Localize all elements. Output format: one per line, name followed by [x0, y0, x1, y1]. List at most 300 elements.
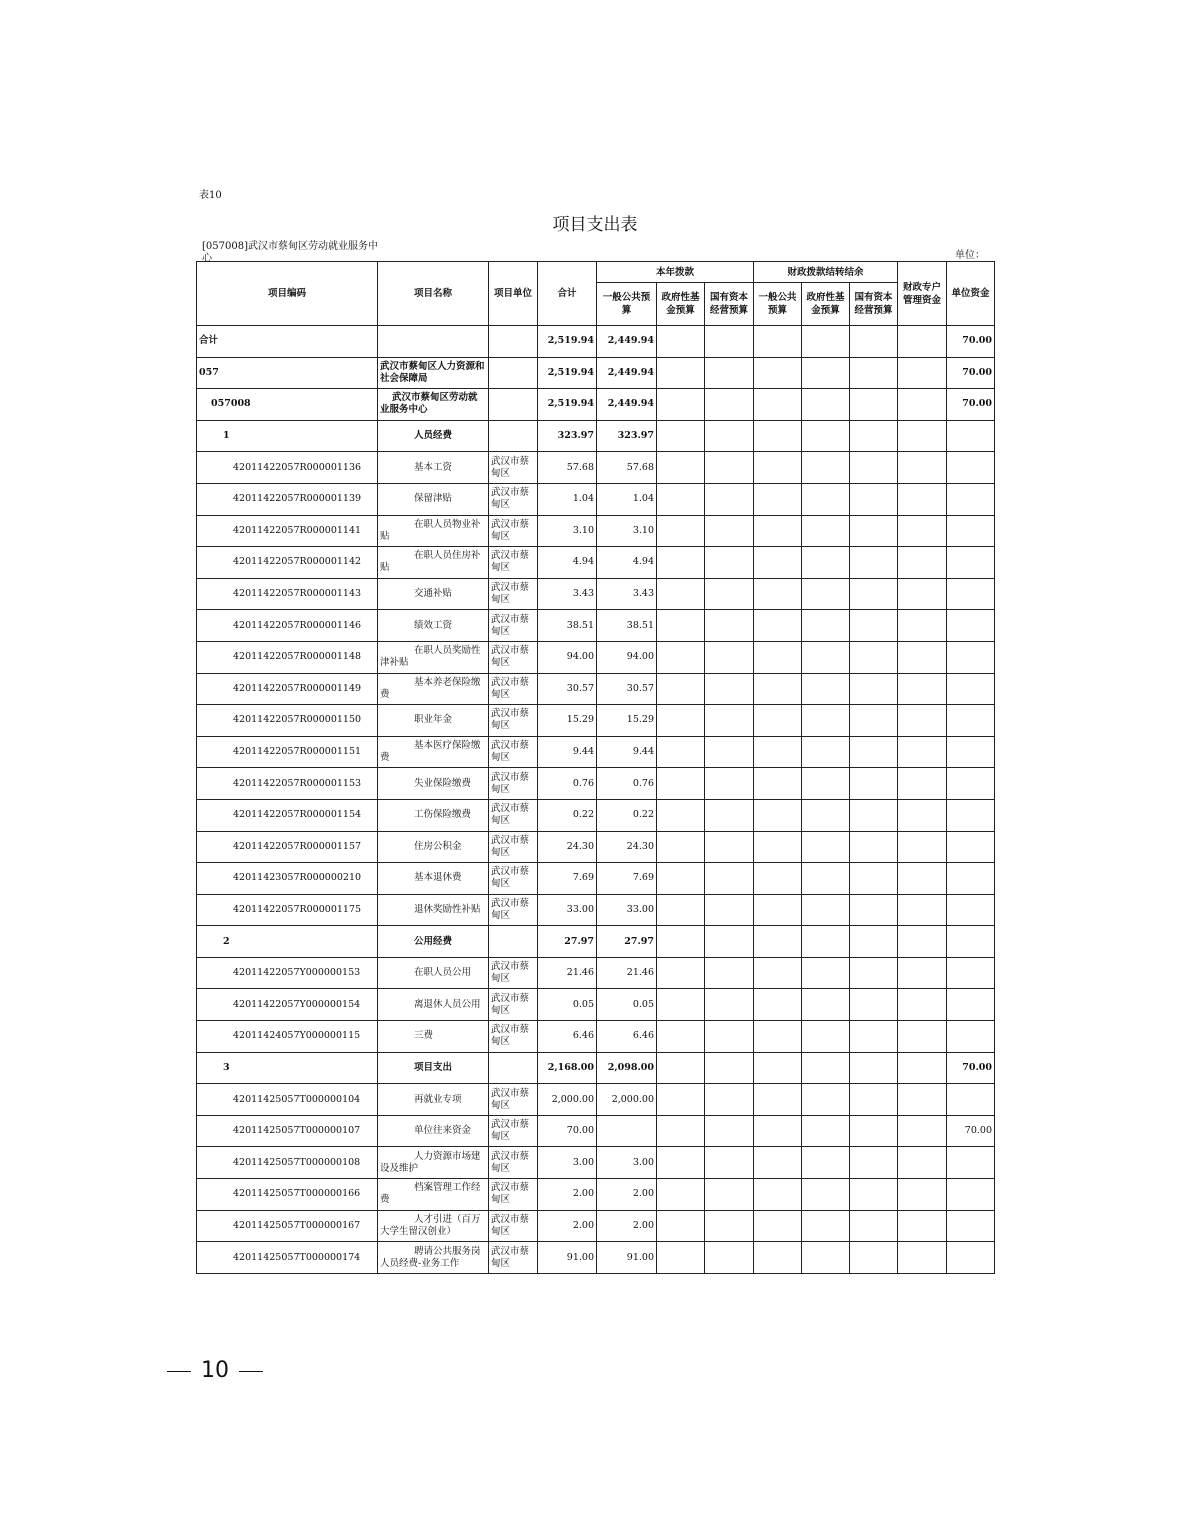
cell-code: 42011422057R000001154 — [197, 799, 378, 831]
cell-uf: 70.00 — [947, 1115, 995, 1147]
cell-name: 退休奖励性补贴 — [378, 894, 489, 926]
cell-uf — [947, 768, 995, 800]
cell-empty — [850, 1052, 898, 1084]
cell-gp: 9.44 — [597, 736, 657, 768]
cell-total: 94.00 — [538, 641, 597, 673]
cell-gp: 33.00 — [597, 894, 657, 926]
cell-unit: 武汉市蔡甸区 — [489, 452, 538, 484]
cell-empty — [802, 863, 850, 895]
cell-empty — [802, 547, 850, 579]
cell-uf: 70.00 — [947, 389, 995, 421]
cell-empty — [657, 578, 705, 610]
col-special-mgmt: 财政专户管理资金 — [898, 262, 947, 326]
cell-empty — [898, 1021, 947, 1053]
cell-empty — [705, 736, 754, 768]
cell-empty — [898, 957, 947, 989]
cell-empty — [657, 326, 705, 358]
cell-unit: 武汉市蔡甸区 — [489, 673, 538, 705]
cell-total: 3.00 — [538, 1147, 597, 1179]
cell-empty — [657, 705, 705, 737]
cell-total: 57.68 — [538, 452, 597, 484]
cell-name: 基本养老保险缴费 — [378, 673, 489, 705]
cell-uf — [947, 1210, 995, 1242]
cell-empty — [705, 1084, 754, 1116]
col-carryover: 财政拨款结转结余 — [754, 262, 898, 283]
cell-empty — [754, 452, 802, 484]
cell-empty — [754, 515, 802, 547]
cell-total: 2.00 — [538, 1210, 597, 1242]
table-row — [197, 547, 995, 579]
table-row — [197, 863, 995, 895]
cell-unit: 武汉市蔡甸区 — [489, 547, 538, 579]
cell-gp: 30.57 — [597, 673, 657, 705]
cell-empty — [802, 957, 850, 989]
cell-empty — [657, 831, 705, 863]
cell-name: 武汉市蔡甸区劳动就业服务中心 — [378, 389, 489, 421]
cell-code: 057008 — [197, 389, 378, 421]
cell-empty — [802, 1210, 850, 1242]
cell-code: 42011422057R000001143 — [197, 578, 378, 610]
cell-code: 42011425057T000000174 — [197, 1242, 378, 1274]
cell-name: 失业保险缴费 — [378, 768, 489, 800]
cell-empty — [850, 357, 898, 389]
table-row — [197, 894, 995, 926]
cell-uf — [947, 957, 995, 989]
cell-uf — [947, 926, 995, 958]
cell-unit: 武汉市蔡甸区 — [489, 705, 538, 737]
cell-empty — [705, 1052, 754, 1084]
col-unit-funds: 单位资金 — [947, 262, 995, 326]
cell-unit: 武汉市蔡甸区 — [489, 1210, 538, 1242]
cell-empty — [705, 547, 754, 579]
cell-gp: 2,098.00 — [597, 1052, 657, 1084]
cell-total: 33.00 — [538, 894, 597, 926]
cell-empty — [705, 610, 754, 642]
table-row — [197, 389, 995, 421]
cell-uf — [947, 483, 995, 515]
cell-unit: 武汉市蔡甸区 — [489, 1179, 538, 1211]
cell-empty — [657, 673, 705, 705]
cell-name: 职业年金 — [378, 705, 489, 737]
cell-name: 工伤保险缴费 — [378, 799, 489, 831]
cell-empty — [898, 831, 947, 863]
col-c-state-capital: 国有资本经营预算 — [850, 283, 898, 326]
cell-empty — [754, 799, 802, 831]
cell-empty — [705, 989, 754, 1021]
cell-empty — [657, 1210, 705, 1242]
cell-total: 2,519.94 — [538, 326, 597, 358]
cell-empty — [898, 705, 947, 737]
cell-uf: 70.00 — [947, 326, 995, 358]
cell-empty — [898, 1179, 947, 1211]
cell-empty — [657, 768, 705, 800]
cell-empty — [898, 894, 947, 926]
cell-empty — [850, 1115, 898, 1147]
unit-name: [057008]武汉市蔡甸区劳动就业服务中心 — [202, 241, 378, 264]
table-row — [197, 799, 995, 831]
cell-empty — [802, 894, 850, 926]
dash-right — [239, 1371, 263, 1372]
cell-empty — [754, 389, 802, 421]
table-row — [197, 1052, 995, 1084]
unit-label: 单位： — [955, 250, 985, 261]
cell-empty — [898, 547, 947, 579]
cell-total: 6.46 — [538, 1021, 597, 1053]
cell-unit: 武汉市蔡甸区 — [489, 957, 538, 989]
cell-unit: 武汉市蔡甸区 — [489, 483, 538, 515]
cell-empty — [705, 483, 754, 515]
project-expenditure-table — [196, 261, 995, 1274]
cell-empty — [754, 610, 802, 642]
cell-name: 公用经费 — [378, 926, 489, 958]
cell-empty — [850, 1084, 898, 1116]
cell-empty — [802, 1179, 850, 1211]
cell-empty — [657, 863, 705, 895]
cell-total: 91.00 — [538, 1242, 597, 1274]
col-c-general-public: 一般公共预算 — [754, 283, 802, 326]
cell-uf — [947, 1147, 995, 1179]
cell-empty — [705, 705, 754, 737]
cell-empty — [898, 1115, 947, 1147]
cell-empty — [657, 515, 705, 547]
cell-gp: 2.00 — [597, 1179, 657, 1211]
cell-uf — [947, 736, 995, 768]
table-row — [197, 641, 995, 673]
cell-total: 2.00 — [538, 1179, 597, 1211]
table-row — [197, 1021, 995, 1053]
cell-total: 38.51 — [538, 610, 597, 642]
cell-empty — [754, 736, 802, 768]
cell-empty — [754, 547, 802, 579]
cell-uf — [947, 420, 995, 452]
cell-empty — [657, 420, 705, 452]
cell-empty — [657, 957, 705, 989]
cell-code: 42011425057T000000167 — [197, 1210, 378, 1242]
table-row — [197, 578, 995, 610]
cell-empty — [802, 610, 850, 642]
cell-total: 2,168.00 — [538, 1052, 597, 1084]
cell-empty — [754, 705, 802, 737]
cell-unit: 武汉市蔡甸区 — [489, 894, 538, 926]
cell-empty — [802, 989, 850, 1021]
cell-unit: 武汉市蔡甸区 — [489, 1115, 538, 1147]
col-current-year: 本年拨款 — [597, 262, 754, 283]
cell-unit — [489, 420, 538, 452]
cell-uf — [947, 673, 995, 705]
cell-empty — [657, 483, 705, 515]
cell-total: 70.00 — [538, 1115, 597, 1147]
cell-code: 42011422057R000001142 — [197, 547, 378, 579]
table-row — [197, 1147, 995, 1179]
cell-empty — [802, 1052, 850, 1084]
table-row — [197, 326, 995, 358]
cell-empty — [850, 420, 898, 452]
cell-code: 42011425057T000000104 — [197, 1084, 378, 1116]
cell-empty — [898, 1242, 947, 1274]
cell-empty — [657, 1147, 705, 1179]
cell-uf — [947, 610, 995, 642]
cell-empty — [705, 389, 754, 421]
cell-empty — [898, 1210, 947, 1242]
cell-gp: 323.97 — [597, 420, 657, 452]
cell-uf — [947, 1179, 995, 1211]
cell-empty — [705, 831, 754, 863]
cell-code: 42011422057R000001146 — [197, 610, 378, 642]
cell-empty — [754, 1179, 802, 1211]
cell-empty — [850, 326, 898, 358]
cell-empty — [898, 863, 947, 895]
cell-total: 3.43 — [538, 578, 597, 610]
cell-empty — [705, 673, 754, 705]
col-name: 项目名称 — [378, 262, 489, 326]
cell-uf — [947, 831, 995, 863]
cell-empty — [705, 420, 754, 452]
cell-uf — [947, 705, 995, 737]
cell-empty — [754, 989, 802, 1021]
cell-unit: 武汉市蔡甸区 — [489, 768, 538, 800]
cell-name: 在职人员住房补贴 — [378, 547, 489, 579]
cell-total: 9.44 — [538, 736, 597, 768]
cell-empty — [850, 389, 898, 421]
cell-empty — [898, 515, 947, 547]
cell-empty — [850, 641, 898, 673]
table-row — [197, 1115, 995, 1147]
cell-name: 武汉市蔡甸区人力资源和社会保障局 — [378, 357, 489, 389]
cell-empty — [850, 768, 898, 800]
cell-empty — [898, 326, 947, 358]
cell-empty — [802, 326, 850, 358]
cell-empty — [657, 926, 705, 958]
cell-empty — [657, 641, 705, 673]
cell-code: 42011422057Y000000154 — [197, 989, 378, 1021]
page-number-text: 10 — [201, 1358, 229, 1383]
cell-uf — [947, 1021, 995, 1053]
table-row — [197, 736, 995, 768]
page-number — [0, 1358, 430, 1383]
cell-code: 2 — [197, 926, 378, 958]
cell-name: 绩效工资 — [378, 610, 489, 642]
table-row — [197, 452, 995, 484]
cell-empty — [657, 1021, 705, 1053]
cell-gp: 38.51 — [597, 610, 657, 642]
col-code: 项目编码 — [197, 262, 378, 326]
cell-code: 42011422057R000001175 — [197, 894, 378, 926]
cell-empty — [802, 705, 850, 737]
cell-uf — [947, 799, 995, 831]
cell-total: 27.97 — [538, 926, 597, 958]
cell-total: 0.22 — [538, 799, 597, 831]
table-row — [197, 957, 995, 989]
cell-total: 4.94 — [538, 547, 597, 579]
cell-uf: 70.00 — [947, 357, 995, 389]
cell-empty — [850, 705, 898, 737]
cell-empty — [898, 673, 947, 705]
cell-gp: 2,449.94 — [597, 389, 657, 421]
cell-name: 聘请公共服务岗人员经费-业务工作 — [378, 1242, 489, 1274]
table-row — [197, 673, 995, 705]
table-row — [197, 515, 995, 547]
cell-empty — [705, 326, 754, 358]
cell-empty — [850, 736, 898, 768]
cell-unit — [489, 926, 538, 958]
cell-empty — [802, 673, 850, 705]
cell-uf — [947, 1084, 995, 1116]
cell-unit: 武汉市蔡甸区 — [489, 610, 538, 642]
cell-uf — [947, 894, 995, 926]
cell-code: 3 — [197, 1052, 378, 1084]
table-row — [197, 1084, 995, 1116]
table-row — [197, 989, 995, 1021]
table-row — [197, 483, 995, 515]
table-row — [197, 1210, 995, 1242]
cell-code: 42011422057Y000000153 — [197, 957, 378, 989]
cell-code: 42011425057T000000108 — [197, 1147, 378, 1179]
page-title: 项目支出表 — [552, 215, 638, 235]
table-row — [197, 1179, 995, 1211]
cell-empty — [850, 926, 898, 958]
cell-empty — [802, 641, 850, 673]
cell-empty — [657, 1242, 705, 1274]
cell-unit: 武汉市蔡甸区 — [489, 1242, 538, 1274]
cell-empty — [802, 389, 850, 421]
cell-total: 7.69 — [538, 863, 597, 895]
cell-empty — [657, 799, 705, 831]
cell-total: 3.10 — [538, 515, 597, 547]
table-row — [197, 768, 995, 800]
cell-gp: 57.68 — [597, 452, 657, 484]
cell-gp: 24.30 — [597, 831, 657, 863]
cell-empty — [898, 1084, 947, 1116]
cell-name: 交通补贴 — [378, 578, 489, 610]
cell-empty — [850, 831, 898, 863]
cell-empty — [850, 1210, 898, 1242]
cell-empty — [850, 515, 898, 547]
cell-empty — [754, 926, 802, 958]
cell-total: 0.05 — [538, 989, 597, 1021]
cell-empty — [802, 799, 850, 831]
cell-empty — [898, 1052, 947, 1084]
cell-code: 42011422057R000001136 — [197, 452, 378, 484]
cell-empty — [705, 357, 754, 389]
cell-empty — [850, 1147, 898, 1179]
cell-empty — [705, 1147, 754, 1179]
cell-total: 30.57 — [538, 673, 597, 705]
cell-empty — [705, 1021, 754, 1053]
cell-empty — [754, 863, 802, 895]
cell-gp: 1.04 — [597, 483, 657, 515]
cell-empty — [657, 357, 705, 389]
cell-total: 2,519.94 — [538, 357, 597, 389]
cell-name: 基本医疗保险缴费 — [378, 736, 489, 768]
cell-unit: 武汉市蔡甸区 — [489, 1147, 538, 1179]
cell-code: 42011423057R000000210 — [197, 863, 378, 895]
cell-name: 三费 — [378, 1021, 489, 1053]
cell-uf — [947, 641, 995, 673]
col-gov-fund: 政府性基金预算 — [657, 283, 705, 326]
cell-empty — [802, 1084, 850, 1116]
cell-total: 2,519.94 — [538, 389, 597, 421]
col-c-gov-fund: 政府性基金预算 — [802, 283, 850, 326]
cell-uf — [947, 578, 995, 610]
cell-unit: 武汉市蔡甸区 — [489, 831, 538, 863]
cell-unit — [489, 1052, 538, 1084]
cell-name: 项目支出 — [378, 1052, 489, 1084]
cell-name: 再就业专项 — [378, 1084, 489, 1116]
table-row — [197, 357, 995, 389]
cell-gp: 3.43 — [597, 578, 657, 610]
cell-empty — [802, 768, 850, 800]
cell-unit: 武汉市蔡甸区 — [489, 1021, 538, 1053]
cell-name: 档案管理工作经费 — [378, 1179, 489, 1211]
cell-code: 1 — [197, 420, 378, 452]
cell-name: 基本工资 — [378, 452, 489, 484]
cell-empty — [754, 957, 802, 989]
cell-gp: 3.10 — [597, 515, 657, 547]
cell-empty — [802, 578, 850, 610]
cell-empty — [705, 1115, 754, 1147]
cell-name: 在职人员公用 — [378, 957, 489, 989]
cell-empty — [802, 1147, 850, 1179]
cell-code: 42011422057R000001150 — [197, 705, 378, 737]
cell-name: 离退休人员公用 — [378, 989, 489, 1021]
cell-empty — [898, 989, 947, 1021]
cell-uf: 70.00 — [947, 1052, 995, 1084]
cell-empty — [802, 1242, 850, 1274]
cell-empty — [850, 452, 898, 484]
cell-empty — [850, 547, 898, 579]
cell-empty — [898, 799, 947, 831]
cell-name: 人力资源市场建设及维护 — [378, 1147, 489, 1179]
cell-empty — [754, 420, 802, 452]
cell-empty — [705, 452, 754, 484]
cell-empty — [705, 863, 754, 895]
cell-empty — [754, 578, 802, 610]
cell-total: 1.04 — [538, 483, 597, 515]
cell-empty — [705, 926, 754, 958]
cell-empty — [754, 326, 802, 358]
cell-gp: 2.00 — [597, 1210, 657, 1242]
cell-total: 15.29 — [538, 705, 597, 737]
cell-gp: 4.94 — [597, 547, 657, 579]
cell-empty — [898, 420, 947, 452]
cell-empty — [754, 1021, 802, 1053]
cell-uf — [947, 989, 995, 1021]
cell-empty — [802, 1021, 850, 1053]
cell-gp: 15.29 — [597, 705, 657, 737]
cell-empty — [898, 578, 947, 610]
cell-empty — [754, 1210, 802, 1242]
cell-code: 42011422057R000001149 — [197, 673, 378, 705]
cell-empty — [754, 357, 802, 389]
cell-empty — [657, 452, 705, 484]
cell-gp: 7.69 — [597, 863, 657, 895]
cell-name: 住房公积金 — [378, 831, 489, 863]
cell-unit: 武汉市蔡甸区 — [489, 641, 538, 673]
cell-empty — [705, 1179, 754, 1211]
cell-empty — [850, 578, 898, 610]
cell-empty — [850, 1021, 898, 1053]
cell-code: 42011422057R000001153 — [197, 768, 378, 800]
table-row — [197, 926, 995, 958]
cell-empty — [754, 1147, 802, 1179]
cell-total: 2,000.00 — [538, 1084, 597, 1116]
cell-empty — [705, 768, 754, 800]
cell-empty — [754, 768, 802, 800]
cell-gp — [597, 1115, 657, 1147]
cell-empty — [898, 483, 947, 515]
cell-name: 基本退休费 — [378, 863, 489, 895]
cell-uf — [947, 547, 995, 579]
